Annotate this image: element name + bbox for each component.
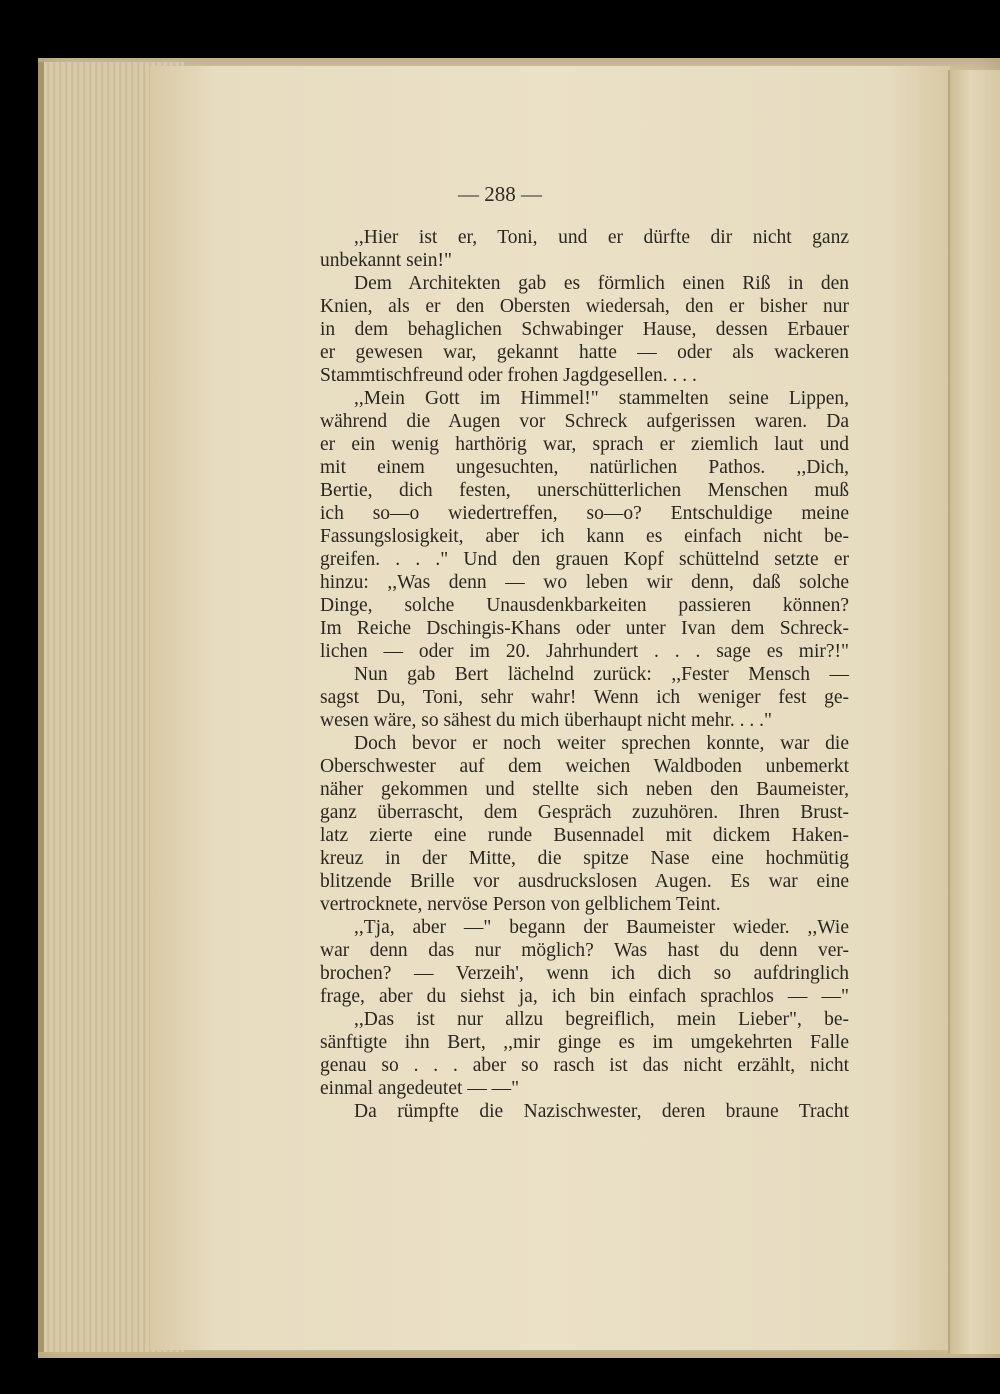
text-line: ,,Tja, aber —" begann der Baumeister wieder. ,,Wie — [354, 917, 849, 938]
text-line: Nun gab Bert lächelnd zurück: ,,Fester Mensch — — [354, 664, 849, 685]
text-line: wesen wäre, so sähest du mich überhaupt nicht mehr. . . ." — [320, 710, 773, 731]
page-number: — 288 — — [458, 182, 542, 206]
text-line: Da rümpfte die Nazischwester, deren braune Tracht — [354, 1101, 849, 1122]
text-line: Doch bevor er noch weiter sprechen konnte, war die — [354, 733, 849, 754]
text-line: Bertie, dich festen, unerschütterlichen Menschen muß — [320, 480, 849, 501]
text-line: Fassungslosigkeit, aber ich kann es einfach nicht be- — [320, 526, 849, 547]
text-line: frage, aber du siehst ja, ich bin einfach sprachlos — —" — [320, 986, 849, 1007]
text-line: Dem Architekten gab es förmlich einen Riß in den — [354, 273, 849, 294]
facing-page-sliver — [948, 70, 1000, 1354]
text-line: näher gekommen und stellte sich neben den Baumeister, — [320, 779, 849, 800]
text-line: kreuz in der Mitte, die spitze Nase eine hochmütig — [320, 848, 849, 869]
text-line: latz zierte eine runde Busennadel mit dickem Haken- — [320, 825, 849, 846]
text-line: Stammtischfreund oder frohen Jagdgesellen. . . . — [320, 365, 697, 386]
text-line: Dinge, solche Unausdenkbarkeiten passieren können? — [320, 595, 849, 616]
text-line: Oberschwester auf dem weichen Waldboden unbemerkt — [320, 756, 849, 777]
text-line: während die Augen vor Schreck aufgerissen waren. Da — [320, 411, 849, 432]
text-line: mit einem ungesuchten, natürlichen Pathos. ,,Dich, — [320, 457, 849, 478]
text-line: ich so—o wiedertreffen, so—o? Entschuldige meine — [320, 503, 849, 524]
text-line: lichen — oder im 20. Jahrhundert . . . sage es mir?!" — [320, 641, 849, 662]
text-line: ,,Mein Gott im Himmel!" stammelten seine Lippen, — [354, 388, 849, 409]
text-line: in dem behaglichen Schwabinger Hause, dessen Erbauer — [320, 319, 849, 340]
text-line: brochen? — Verzeih', wenn ich dich so aufdringlich — [320, 963, 849, 984]
text-line: einmal angedeutet — —" — [320, 1078, 520, 1099]
text-line: er ein wenig harthörig war, sprach er ziemlich laut und — [320, 434, 849, 455]
text-line: greifen. . . ." Und den grauen Kopf schüttelnd setzte er — [320, 549, 849, 570]
text-line: Knien, als er den Obersten wiedersah, den er bisher nur — [320, 296, 849, 317]
body-text — [320, 226, 849, 1123]
text-line: ,,Hier ist er, Toni, und er dürfte dir nicht ganz — [354, 227, 849, 248]
text-line: ,,Das ist nur allzu begreiflich, mein Lieber", be- — [354, 1009, 849, 1030]
text-line: blitzende Brille vor ausdruckslosen Augen. Es war eine — [320, 871, 849, 892]
text-line: unbekannt sein!" — [320, 250, 452, 271]
text-line: war denn das nur möglich? Was hast du denn ver- — [320, 940, 849, 961]
text-line: Im Reiche Dschingis-Khans oder unter Ivan dem Schreck- — [320, 618, 849, 639]
text-line: ganz überrascht, dem Gespräch zuzuhören. Ihren Brust- — [320, 802, 849, 823]
text-line: hinzu: ,,Was denn — wo leben wir denn, daß solche — [320, 572, 849, 593]
text-line: vertrocknete, nervöse Person von gelblichem Teint. — [320, 894, 721, 915]
text-line: er gewesen war, gekannt hatte — oder als wackeren — [320, 342, 849, 363]
text-line: genau so . . . aber so rasch ist das nicht erzählt, nicht — [320, 1055, 849, 1076]
text-line: sagst Du, Toni, sehr wahr! Wenn ich weniger fest ge- — [320, 687, 849, 708]
text-line: sänftigte ihn Bert, ,,mir ginge es im umgekehrten Falle — [320, 1032, 849, 1053]
